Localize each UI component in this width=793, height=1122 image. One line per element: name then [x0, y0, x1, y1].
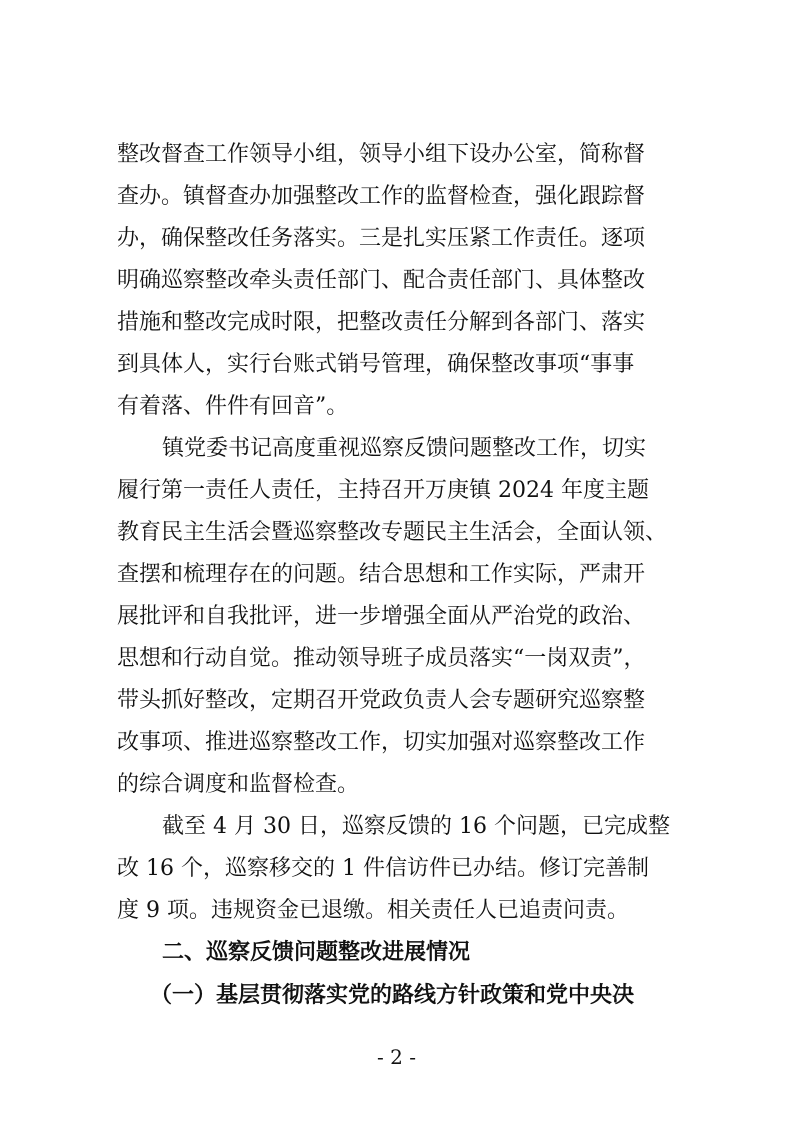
subsection-heading: （一）基层贯彻落实党的路线方针政策和党中央决 [150, 982, 635, 1008]
paragraph-1-line-6: 到具体人，实行台账式销号管理，确保整改事项“事事 [117, 352, 635, 377]
paragraph-3-line-1: 截至 4 月 30 日，巡察反馈的 16 个问题，已完成整 [162, 814, 670, 839]
paragraph-1-line-2: 查办。镇督查办加强整改工作的监督检查，强化跟踪督 [117, 184, 646, 209]
paragraph-2-line-5: 展批评和自我批评，进一步增强全面从严治党的政治、 [117, 604, 646, 629]
paragraph-2-line-2: 履行第一责任人责任，主持召开万庚镇 2024 年度主题 [117, 478, 649, 503]
paragraph-3-line-2: 改 16 个，巡察移交的 1 件信访件已办结。修订完善制 [117, 856, 649, 881]
paragraph-2-line-8: 改事项、推进巡察整改工作，切实加强对巡察整改工作 [117, 730, 646, 755]
paragraph-1-line-1: 整改督查工作领导小组，领导小组下设办公室，简称督 [117, 142, 646, 167]
paragraph-1-line-4: 明确巡察整改牵头责任部门、配合责任部门、具体整改 [117, 268, 646, 293]
paragraph-2-line-6: 思想和行动自觉。推动领导班子成员落实“一岗双责”， [117, 646, 646, 671]
paragraph-1-line-5: 措施和整改完成时限，把整改责任分解到各部门、落实 [117, 310, 646, 335]
paragraph-2-line-3: 教育民主生活会暨巡察整改专题民主生活会，全面认领、 [117, 520, 668, 545]
paragraph-2-line-1: 镇党委书记高度重视巡察反馈问题整改工作，切实 [162, 436, 647, 461]
paragraph-2-line-7: 带头抓好整改，定期召开党政负责人会专题研究巡察整 [117, 688, 646, 713]
paragraph-3-line-3: 度 9 项。违规资金已退缴。相关责任人已追责问责。 [117, 898, 629, 923]
paragraph-2-line-4: 查摆和梳理存在的问题。结合思想和工作实际，严肃开 [117, 562, 646, 587]
paragraph-2-line-9: 的综合调度和监督检查。 [117, 772, 360, 797]
paragraph-1-line-7: 有着落、件件有回音”。 [117, 394, 349, 419]
paragraph-1-line-3: 办，确保整改任务落实。三是扎实压紧工作责任。逐项 [117, 226, 646, 251]
page-number: - 2 - [377, 1045, 416, 1069]
section-heading: 二、巡察反馈问题整改进展情况 [162, 940, 471, 965]
